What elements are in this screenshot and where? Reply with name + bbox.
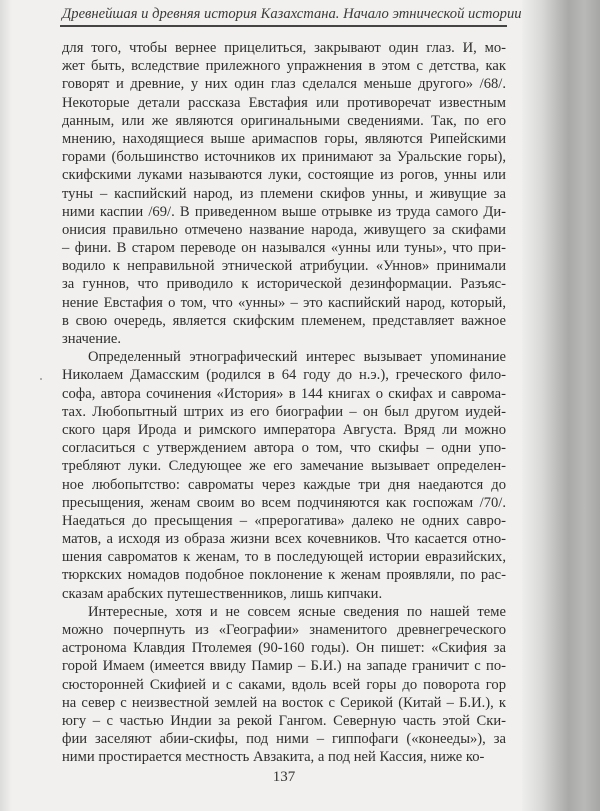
text-line: водило к неправильной этнической атрибуции. «Уннов» принимали bbox=[62, 258, 506, 275]
text-line: горами (большинство источников их принимают за Уральские горы), bbox=[62, 149, 506, 166]
text-line: онисия правильно отмечено название народа, живущего за скифами bbox=[62, 221, 506, 238]
text-line: скифскими луками называются луки, состоящие из рогов, унны или bbox=[62, 167, 506, 184]
text-line: данным, или же являются оригинальными сведениями. Так, по его bbox=[62, 112, 506, 129]
text-line: матов, а исходя из образа жизни всех кочевников. Что касается отно- bbox=[62, 531, 506, 548]
text-line: мнению, находящиеся выше аримаспов горы, являются Рипейскими bbox=[62, 130, 506, 147]
text-line: Определенный этнографический интерес вызывает упоминание bbox=[88, 349, 506, 366]
text-line: в свою очередь, является скифским племенем, представляет важное bbox=[62, 312, 506, 329]
text-line: для того, чтобы вернее прицелиться, закрывают один глаз. И, мо- bbox=[62, 40, 506, 56]
scan-speck bbox=[40, 378, 42, 380]
text-line: югу – с частью Индии за рекой Гангом. Северную часть этой Ски- bbox=[62, 712, 506, 729]
text-line: тюркских номадов подобное поклонение к женам проявляли, по рас- bbox=[62, 567, 506, 584]
page-body-text bbox=[62, 39, 506, 767]
text-line: согласиться с утверждением автора о том, что скифы – одни упо- bbox=[62, 440, 506, 457]
text-line: – фини. В старом переводе он назывался «унны или туны», что при- bbox=[62, 240, 506, 257]
text-line: Интересные, хотя и не совсем ясные сведения по нашей теме bbox=[88, 603, 506, 620]
page-edge-shadow bbox=[0, 0, 12, 811]
paragraph bbox=[62, 348, 506, 603]
text-line: софа, автора сочинения «История» в 144 книгах о скифах и саврома- bbox=[62, 385, 506, 402]
text-line: сюсторонней Скифией и с саками, вдоль всей горы до поворота гор bbox=[62, 676, 506, 693]
text-line: фии заселяют абии-скифы, под ними – гиппофаги («конееды»), за bbox=[62, 731, 506, 748]
paragraph bbox=[62, 39, 506, 348]
text-line: тах. Любопытный штрих из его биографии – он был другом иудей- bbox=[62, 403, 506, 420]
text-line: горой Имаем (имеется ввиду Памир – Б.И.) на западе граничит с по- bbox=[62, 658, 506, 675]
running-header: Древнейшая и древняя история Казахстана. Начало этнической истории bbox=[62, 6, 522, 22]
text-line: ними простирается местность Авзакита, а под ней Кассия, ниже ко- bbox=[62, 749, 485, 766]
text-line: астронома Клавдия Птолемея (90-160 годы). Он пишет: «Скифия за bbox=[62, 640, 506, 657]
text-line: шения савроматов к женам, то в последующей истории евразийских, bbox=[62, 549, 506, 566]
text-line: требляют луки. Следующее же его замечание вызывает определен- bbox=[62, 458, 506, 475]
text-line: ное любопытство: савроматы через каждые три дня наедаются до bbox=[62, 476, 506, 493]
paragraph bbox=[62, 603, 506, 767]
text-line: говорят и древние, у них один глаз сделался меньше другого» /68/. bbox=[62, 76, 506, 93]
text-line: за гуннов, что приводило к исторической дезинформации. Разъяс- bbox=[62, 276, 506, 293]
text-line: туны – каспийский народ, из племени скифов унны, и живущие за bbox=[62, 185, 506, 202]
text-line: Наедаться до пресыщения – «прерогатива» далеко не одних савро- bbox=[62, 512, 506, 529]
text-line: можно почерпнуть из «Географии» знаменитого древнегреческого bbox=[62, 622, 506, 638]
text-line: Некоторые детали рассказа Евстафия или противоречат известным bbox=[62, 94, 506, 111]
text-line: сказам арабских путешественников, лишь кипчаки. bbox=[62, 585, 383, 602]
text-line: ского царя Ирода и римского императора Августа. Вряд ли можно bbox=[62, 421, 506, 438]
text-line: жет быть, вследствие прилежного упражнения в этом с детства, как bbox=[62, 58, 506, 75]
header-rule bbox=[60, 25, 507, 27]
text-line: пресыщения, женам своим во всем подчиняются как госпожам /70/. bbox=[62, 494, 506, 511]
text-line: нение Евстафия о том, что «унны» – это каспийский народ, который, bbox=[62, 294, 506, 311]
book-spine-shadow bbox=[522, 0, 600, 811]
page-number: 137 bbox=[272, 769, 296, 785]
text-line: значение. bbox=[62, 331, 122, 347]
text-line: ними каспии /69/. В приведенном выше отрывке из труда самого Ди- bbox=[62, 203, 506, 220]
text-line: на север с неизвестной землей на восток с Серикой (Китай – Б.И.), к bbox=[62, 694, 506, 711]
text-line: Николаем Дамасским (родился в 64 году до н.э.), греческого фило- bbox=[62, 367, 506, 384]
